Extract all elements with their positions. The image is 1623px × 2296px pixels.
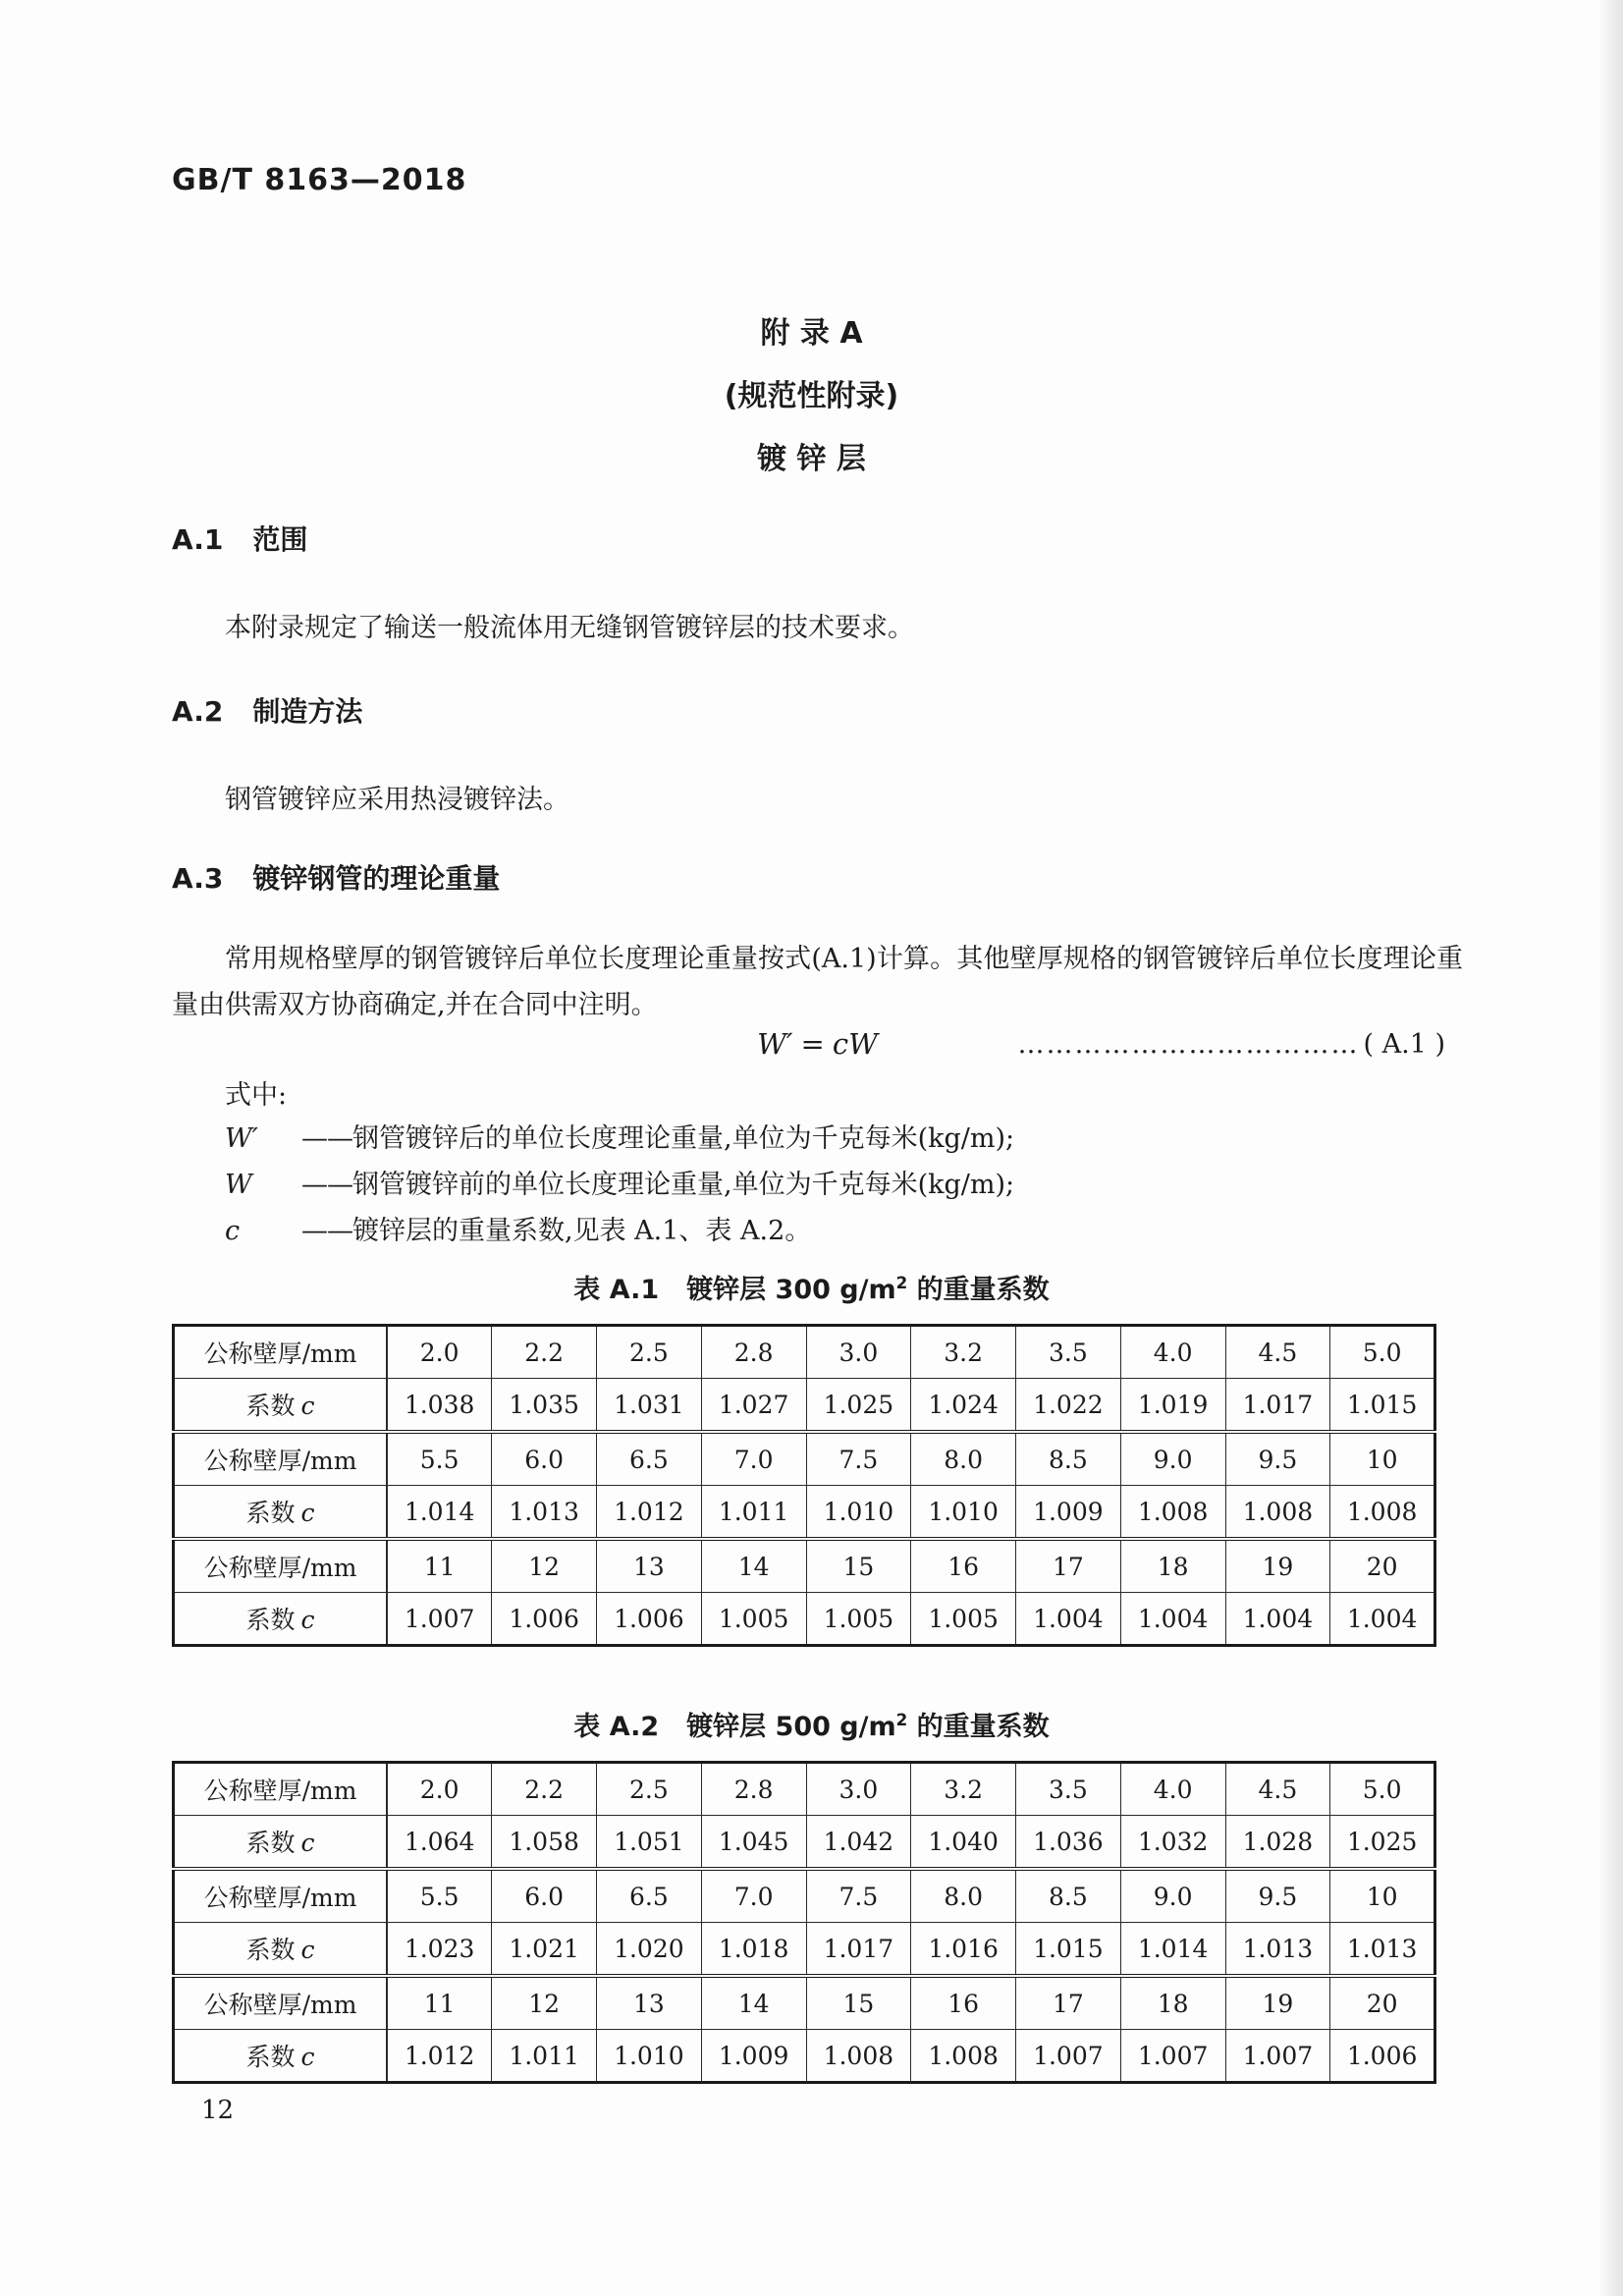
thickness-value: 3.2: [911, 1326, 1016, 1379]
definition-term: W′: [225, 1123, 258, 1154]
thickness-value: 3.0: [806, 1326, 911, 1379]
coefficient-value: 1.031: [597, 1379, 702, 1433]
thickness-value: 8.5: [1016, 1869, 1121, 1923]
thickness-value: 11: [387, 1539, 492, 1593]
coefficient-value: 1.023: [387, 1923, 492, 1977]
thickness-value: 9.0: [1120, 1432, 1225, 1486]
coefficient-row: [174, 1923, 1435, 1977]
thickness-value: 7.5: [806, 1432, 911, 1486]
coefficient-value: 1.007: [1016, 2030, 1121, 2083]
coefficient-value: 1.051: [597, 1816, 702, 1870]
coefficient-value: 1.025: [1330, 1816, 1435, 1870]
appendix-title-line1: 附 录 A: [760, 316, 863, 351]
definition-dash: ——: [301, 1170, 352, 1200]
section-number: A.3: [172, 862, 224, 895]
coefficient-value: 1.006: [597, 1593, 702, 1646]
thickness-value: 7.0: [701, 1432, 806, 1486]
thickness-value: 4.5: [1225, 1326, 1330, 1379]
appendix-title-line2: (规范性附录): [724, 379, 899, 413]
thickness-value: 2.2: [492, 1326, 597, 1379]
thickness-value: 12: [492, 1976, 597, 2030]
equation-label: ( A.1 ): [1363, 1029, 1445, 1060]
thickness-value: 4.0: [1120, 1763, 1225, 1816]
thickness-value: 19: [1225, 1976, 1330, 2030]
coefficient-symbol: c: [300, 1936, 315, 1964]
thickness-value: 10: [1330, 1432, 1435, 1486]
coefficient-value: 1.004: [1120, 1593, 1225, 1646]
row-label-coefficient: 系数 c: [174, 1486, 388, 1540]
coefficient-value: 1.007: [1120, 2030, 1225, 2083]
coefficient-value: 1.038: [387, 1379, 492, 1433]
coefficient-row: [174, 2030, 1435, 2083]
thickness-value: 12: [492, 1539, 597, 1593]
formula-equals: =: [800, 1027, 825, 1061]
coefficient-symbol: c: [300, 2043, 315, 2071]
thickness-value: 7.5: [806, 1869, 911, 1923]
coefficient-value: 1.024: [911, 1379, 1016, 1433]
coefficient-value: 1.008: [911, 2030, 1016, 2083]
coefficient-value: 1.064: [387, 1816, 492, 1870]
dotted-leader: ………………………………: [1017, 1029, 1360, 1060]
coefficient-value: 1.007: [1225, 2030, 1330, 2083]
thickness-value: 17: [1016, 1539, 1121, 1593]
coefficient-value: 1.005: [701, 1593, 806, 1646]
coefficient-value: 1.012: [387, 2030, 492, 2083]
thickness-value: 2.8: [701, 1326, 806, 1379]
row-label-thickness: 公称壁厚/mm: [174, 1432, 388, 1486]
section-heading-a1: [172, 519, 307, 558]
thickness-value: 6.0: [492, 1432, 597, 1486]
coefficient-value: 1.005: [806, 1593, 911, 1646]
thickness-value: 9.5: [1225, 1869, 1330, 1923]
thickness-value: 4.0: [1120, 1326, 1225, 1379]
coefficient-value: 1.021: [492, 1923, 597, 1977]
thickness-value: 17: [1016, 1976, 1121, 2030]
definition-desc: 钢管镀锌前的单位长度理论重量,单位为千克每米(kg/m);: [352, 1170, 1015, 1200]
thickness-value: 6.5: [597, 1432, 702, 1486]
thickness-row: [174, 1432, 1435, 1486]
coefficient-value: 1.040: [911, 1816, 1016, 1870]
thickness-value: 8.0: [911, 1432, 1016, 1486]
coefficient-value: 1.011: [492, 2030, 597, 2083]
table-title-name: 镀锌层 300 g/m: [686, 1275, 896, 1305]
coefficient-value: 1.017: [806, 1923, 911, 1977]
coefficient-value: 1.007: [387, 1593, 492, 1646]
coefficient-value: 1.025: [806, 1379, 911, 1433]
coefficient-value: 1.022: [1016, 1379, 1121, 1433]
thickness-value: 15: [806, 1976, 911, 2030]
coefficient-value: 1.014: [1120, 1923, 1225, 1977]
thickness-value: 2.8: [701, 1763, 806, 1816]
coefficient-value: 1.008: [1225, 1486, 1330, 1540]
coefficient-value: 1.008: [806, 2030, 911, 2083]
coefficient-value: 1.010: [911, 1486, 1016, 1540]
thickness-value: 15: [806, 1539, 911, 1593]
coefficient-value: 1.011: [701, 1486, 806, 1540]
thickness-row: [174, 1869, 1435, 1923]
thickness-value: 18: [1120, 1539, 1225, 1593]
row-label-coefficient: 系数 c: [174, 2030, 388, 2083]
definition-term: W: [225, 1170, 252, 1200]
thickness-value: 14: [701, 1539, 806, 1593]
section-body-a1: 本附录规定了输送一般流体用无缝钢管镀锌层的技术要求。: [225, 613, 914, 643]
formula-rhs: cW: [832, 1027, 878, 1061]
coefficient-value: 1.045: [701, 1816, 806, 1870]
coefficient-value: 1.013: [492, 1486, 597, 1540]
coefficient-value: 1.032: [1120, 1816, 1225, 1870]
table-title-prefix: 表 A.2: [573, 1712, 660, 1742]
row-label-thickness: 公称壁厚/mm: [174, 1976, 388, 2030]
thickness-value: 6.0: [492, 1869, 597, 1923]
row-label-coefficient: 系数 c: [174, 1923, 388, 1977]
coefficient-value: 1.016: [911, 1923, 1016, 1977]
row-label-thickness: 公称壁厚/mm: [174, 1326, 388, 1379]
table-a2: [172, 1761, 1436, 2084]
coefficient-value: 1.006: [492, 1593, 597, 1646]
row-label-thickness: 公称壁厚/mm: [174, 1869, 388, 1923]
coefficient-symbol: c: [300, 1829, 315, 1857]
definition-dash: ——: [301, 1216, 352, 1246]
section-body-a2: 钢管镀锌应采用热浸镀锌法。: [225, 785, 569, 815]
definition-desc: 镀锌层的重量系数,见表 A.1、表 A.2。: [352, 1216, 812, 1246]
thickness-value: 5.0: [1330, 1326, 1435, 1379]
section-body-a3: 常用规格壁厚的钢管镀锌后单位长度理论重量按式(A.1)计算。其他壁厚规格的钢管镀锌后单位长度理论重量由供需双方协商确定,并在合同中注明。: [172, 944, 1463, 1020]
thickness-value: 3.2: [911, 1763, 1016, 1816]
coefficient-value: 1.020: [597, 1923, 702, 1977]
thickness-value: 14: [701, 1976, 806, 2030]
section-number: A.2: [172, 695, 224, 728]
thickness-value: 13: [597, 1976, 702, 2030]
coefficient-value: 1.018: [701, 1923, 806, 1977]
appendix-title-block: [0, 302, 1623, 491]
coefficient-row: [174, 1486, 1435, 1540]
section-heading-a2: [172, 690, 362, 730]
thickness-value: 5.0: [1330, 1763, 1435, 1816]
thickness-value: 8.0: [911, 1869, 1016, 1923]
thickness-value: 9.0: [1120, 1869, 1225, 1923]
standard-code: GB/T 8163—2018: [172, 163, 467, 197]
coefficient-value: 1.004: [1225, 1593, 1330, 1646]
formula-reference: [1018, 1029, 1446, 1060]
section-title: 镀锌钢管的理论重量: [252, 862, 501, 895]
row-label-thickness: 公称壁厚/mm: [174, 1539, 388, 1593]
coefficient-value: 1.006: [1330, 2030, 1435, 2083]
coefficient-row: [174, 1379, 1435, 1433]
thickness-value: 10: [1330, 1869, 1435, 1923]
coefficient-value: 1.008: [1330, 1486, 1435, 1540]
thickness-value: 20: [1330, 1539, 1435, 1593]
thickness-value: 2.0: [387, 1763, 492, 1816]
formula-row: [172, 1027, 1463, 1078]
coefficient-value: 1.009: [1016, 1486, 1121, 1540]
formula-lhs: W′: [757, 1027, 793, 1061]
where-intro: 式中:: [225, 1080, 288, 1111]
coefficient-symbol: c: [300, 1392, 315, 1420]
thickness-value: 3.5: [1016, 1326, 1121, 1379]
coefficient-value: 1.013: [1225, 1923, 1330, 1977]
coefficient-value: 1.012: [597, 1486, 702, 1540]
table-title-superscript: 2: [895, 1710, 908, 1729]
thickness-value: 3.5: [1016, 1763, 1121, 1816]
thickness-value: 20: [1330, 1976, 1435, 2030]
thickness-value: 6.5: [597, 1869, 702, 1923]
coefficient-value: 1.027: [701, 1379, 806, 1433]
section-heading-a3: [172, 857, 500, 897]
definition-desc: 钢管镀锌后的单位长度理论重量,单位为千克每米(kg/m);: [352, 1123, 1015, 1154]
coefficient-row: [174, 1816, 1435, 1870]
table-title-suffix: 的重量系数: [907, 1275, 1050, 1305]
section-number: A.1: [172, 523, 224, 556]
coefficient-symbol: c: [300, 1499, 315, 1527]
definition-row: [225, 1208, 1472, 1254]
definition-term: c: [225, 1216, 241, 1246]
table-title-name: 镀锌层 500 g/m: [686, 1712, 896, 1742]
table-title-suffix: 的重量系数: [907, 1712, 1050, 1742]
thickness-value: 18: [1120, 1976, 1225, 2030]
page-number: 12: [201, 2096, 235, 2125]
thickness-value: 5.5: [387, 1432, 492, 1486]
coefficient-value: 1.035: [492, 1379, 597, 1433]
thickness-value: 2.5: [597, 1326, 702, 1379]
coefficient-value: 1.014: [387, 1486, 492, 1540]
table-a1-title: [0, 1268, 1623, 1306]
thickness-value: 9.5: [1225, 1432, 1330, 1486]
coefficient-value: 1.058: [492, 1816, 597, 1870]
thickness-value: 2.0: [387, 1326, 492, 1379]
coefficient-value: 1.004: [1016, 1593, 1121, 1646]
thickness-value: 13: [597, 1539, 702, 1593]
coefficient-value: 1.015: [1330, 1379, 1435, 1433]
coefficient-value: 1.042: [806, 1816, 911, 1870]
row-label-thickness: 公称壁厚/mm: [174, 1763, 388, 1816]
coefficient-value: 1.017: [1225, 1379, 1330, 1433]
row-label-coefficient: 系数 c: [174, 1379, 388, 1433]
thickness-value: 2.2: [492, 1763, 597, 1816]
coefficient-value: 1.019: [1120, 1379, 1225, 1433]
definition-dash: ——: [301, 1123, 352, 1154]
thickness-value: 5.5: [387, 1869, 492, 1923]
thickness-value: 16: [911, 1539, 1016, 1593]
thickness-row: [174, 1763, 1435, 1816]
thickness-value: 8.5: [1016, 1432, 1121, 1486]
coefficient-value: 1.004: [1330, 1593, 1435, 1646]
table-a1: [172, 1324, 1436, 1647]
thickness-row: [174, 1976, 1435, 2030]
thickness-value: 16: [911, 1976, 1016, 2030]
thickness-row: [174, 1326, 1435, 1379]
coefficient-value: 1.005: [911, 1593, 1016, 1646]
definition-row: [225, 1116, 1472, 1162]
section-title: 范围: [252, 523, 308, 556]
coefficient-symbol: c: [300, 1606, 315, 1634]
thickness-value: 19: [1225, 1539, 1330, 1593]
thickness-row: [174, 1539, 1435, 1593]
thickness-value: 7.0: [701, 1869, 806, 1923]
section-title: 制造方法: [252, 695, 363, 728]
coefficient-value: 1.008: [1120, 1486, 1225, 1540]
coefficient-row: [174, 1593, 1435, 1646]
coefficient-value: 1.009: [701, 2030, 806, 2083]
row-label-coefficient: 系数 c: [174, 1593, 388, 1646]
definition-row: [225, 1162, 1472, 1208]
thickness-value: 11: [387, 1976, 492, 2030]
where-list: [225, 1116, 1472, 1254]
formula-a1: [757, 1027, 878, 1061]
table-title-superscript: 2: [895, 1273, 908, 1292]
appendix-title-line3: 镀 锌 层: [757, 442, 866, 476]
table-title-prefix: 表 A.1: [573, 1275, 660, 1305]
table-a2-title: [0, 1705, 1623, 1743]
row-label-coefficient: 系数 c: [174, 1816, 388, 1870]
coefficient-value: 1.036: [1016, 1816, 1121, 1870]
coefficient-value: 1.013: [1330, 1923, 1435, 1977]
coefficient-value: 1.010: [597, 2030, 702, 2083]
thickness-value: 4.5: [1225, 1763, 1330, 1816]
thickness-value: 2.5: [597, 1763, 702, 1816]
coefficient-value: 1.010: [806, 1486, 911, 1540]
thickness-value: 3.0: [806, 1763, 911, 1816]
coefficient-value: 1.028: [1225, 1816, 1330, 1870]
coefficient-value: 1.015: [1016, 1923, 1121, 1977]
